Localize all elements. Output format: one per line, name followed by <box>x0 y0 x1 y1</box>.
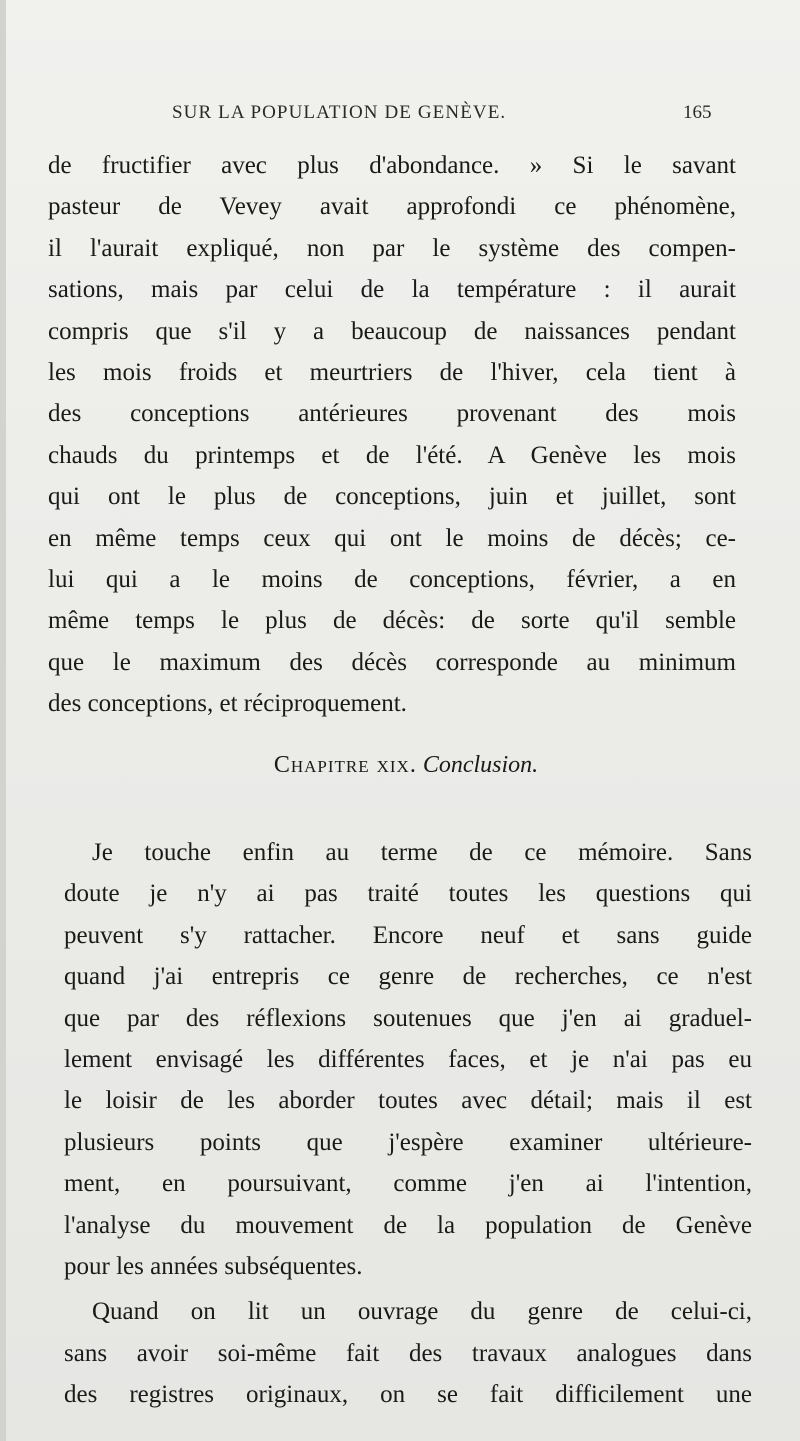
text-line: pour les années subséquentes. <box>64 1252 363 1280</box>
text-line: des conceptions, et réciproquement. <box>48 690 407 718</box>
page-edge <box>0 0 6 1441</box>
text-line: en même temps ceux qui ont le moins de décès; ce- <box>48 524 736 552</box>
page-number: 165 <box>683 102 712 123</box>
running-title: SUR LA POPULATION DE GENÈVE. <box>172 102 507 123</box>
text-line: quand j'ai entrepris ce genre de recherches, ce n'est <box>64 963 752 991</box>
text-line: compris que s'il y a beaucoup de naissances pendant <box>48 317 736 345</box>
chapter-heading <box>0 752 800 779</box>
text-line: les mois froids et meurtriers de l'hiver, cela tient à <box>48 358 736 386</box>
text-line: Je touche enfin au terme de ce mémoire. Sans <box>92 839 752 866</box>
text-line: que le maximum des décès corresponde au minimum <box>48 648 736 676</box>
text-line: que par des réflexions soutenues que j'en ai graduel- <box>64 1004 752 1032</box>
text-line: même temps le plus de décès: de sorte qu'il semble <box>48 607 736 635</box>
text-line: doute je n'y ai pas traité toutes les questions qui <box>64 880 752 908</box>
text-line: des conceptions antérieures provenant des mois <box>48 400 736 428</box>
text-line: peuvent s'y rattacher. Encore neuf et sans guide <box>64 921 752 949</box>
text-line: lement envisagé les différentes faces, et je n'ai pas eu <box>64 1045 752 1073</box>
text-line: lui qui a le moins de conceptions, février, a en <box>48 565 736 593</box>
text-line: des registres originaux, on se fait difficilement une <box>64 1381 752 1409</box>
text-line: chauds du printemps et de l'été. A Genève les mois <box>48 441 736 469</box>
running-head <box>0 96 800 132</box>
paragraph-1 <box>48 145 736 724</box>
text-line: de fructifier avec plus d'abondance. » Si le savant <box>48 152 736 179</box>
text-line: ment, en poursuivant, comme j'en ai l'intention, <box>64 1170 752 1198</box>
text-line: sations, mais par celui de la température : il aurait <box>48 276 736 304</box>
paragraph-2 <box>64 832 752 1415</box>
text-line: l'analyse du mouvement de la population de Genève <box>64 1211 752 1239</box>
chapter-label: Chapitre xix. <box>273 752 417 778</box>
text-line: plusieurs points que j'espère examiner ultérieure- <box>64 1128 752 1156</box>
chapter-title: Conclusion. <box>422 752 539 778</box>
text-line: sans avoir soi-même fait des travaux analogues dans <box>64 1339 752 1367</box>
text-line: qui ont le plus de conceptions, juin et juillet, sont <box>48 483 736 511</box>
text-line: il l'aurait expliqué, non par le système des compen- <box>48 234 736 262</box>
text-line: le loisir de les aborder toutes avec détail; mais il est <box>64 1087 752 1115</box>
text-line: pasteur de Vevey avait approfondi ce phénomène, <box>48 193 736 221</box>
text-line: Quand on lit un ouvrage du genre de celui-ci, <box>92 1298 752 1326</box>
